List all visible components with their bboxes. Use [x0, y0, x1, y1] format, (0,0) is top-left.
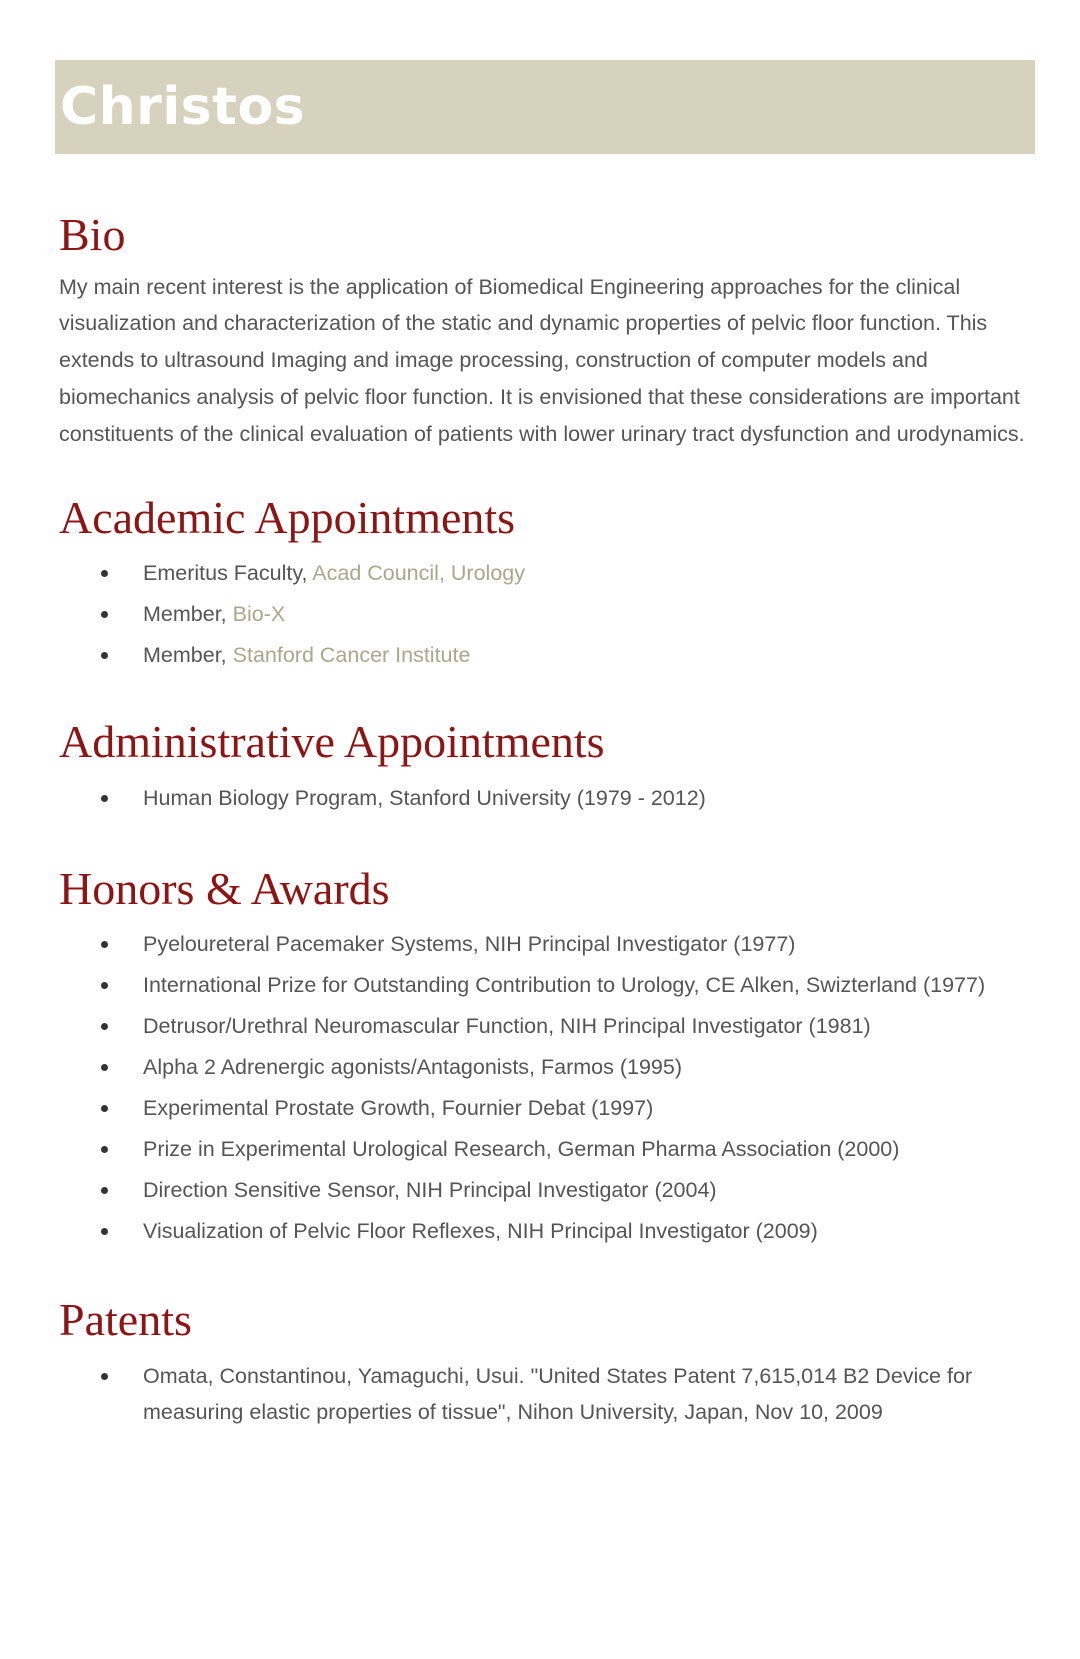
list-item: Human Biology Program, Stanford University (1979 - 2012): [55, 780, 1035, 816]
list-item: [55, 596, 1035, 632]
bio-section: [55, 210, 1035, 453]
appointment-role: Emeritus Faculty,: [143, 561, 313, 586]
patents-section: [55, 1295, 1035, 1430]
list-item: Direction Sensitive Sensor, NIH Principal Investigator (2004): [55, 1172, 1035, 1208]
honors-awards-section: [55, 864, 1035, 1250]
patents-heading: Patents: [59, 1294, 192, 1346]
list-item: Visualization of Pelvic Floor Reflexes, NIH Principal Investigator (2009): [55, 1213, 1035, 1249]
list-item: Experimental Prostate Growth, Fournier Debat (1997): [55, 1090, 1035, 1126]
bio-heading: Bio: [59, 209, 126, 260]
appointment-link-urology[interactable]: Acad Council, Urology: [312, 561, 525, 586]
administrative-appointments-section: [55, 717, 1035, 816]
list-item: Pyeloureteral Pacemaker Systems, NIH Principal Investigator (1977): [55, 926, 1035, 962]
honors-awards-heading: Honors & Awards: [59, 862, 390, 914]
patents-list: [55, 1358, 1035, 1430]
list-item: Detrusor/Urethral Neuromascular Function, NIH Principal Investigator (1981): [55, 1008, 1035, 1044]
list-item: [55, 555, 1035, 591]
profile-page: [55, 60, 1035, 1435]
list-item: Alpha 2 Adrenergic agonists/Antagonists, Farmos (1995): [55, 1049, 1035, 1085]
honors-awards-list: [55, 926, 1035, 1249]
appointment-role: Member,: [143, 602, 233, 627]
bio-text: My main recent interest is the application of Biomedical Engineering approaches for the clinical visualization and characterization of the static and dynamic properties of pelvic floor function. This extends to ultrasound Imaging and image processing, construction of computer models and biomechanics analysis of pelvic floor function. It is envisioned that these considerations are important constituents of the clinical evaluation of patients with lower urinary tract dysfunction and urodynamics.: [59, 274, 1025, 446]
list-item: International Prize for Outstanding Contribution to Urology, CE Alken, Swizterland (1977): [55, 967, 1035, 1003]
list-item: Prize in Experimental Urological Research, German Pharma Association (2000): [55, 1131, 1035, 1167]
academic-appointments-heading: Academic Appointments: [59, 491, 516, 543]
academic-appointments-list: [55, 555, 1035, 673]
profile-name: Christos: [60, 77, 306, 137]
list-item: [55, 637, 1035, 673]
academic-appointments-section: [55, 493, 1035, 674]
list-item: Omata, Constantinou, Yamaguchi, Usui. "United States Patent 7,615,014 B2 Device for measuring elastic properties of tissue", Nihon University, Japan, Nov 10, 2009: [55, 1358, 1063, 1430]
name-banner: [55, 60, 1035, 154]
administrative-appointments-heading: Administrative Appointments: [59, 716, 605, 768]
appointment-role: Member,: [143, 643, 233, 668]
appointment-link-bio-x[interactable]: Bio-X: [232, 602, 286, 627]
administrative-appointments-list: [55, 780, 1035, 816]
appointment-link-cancer-institute[interactable]: Stanford Cancer Institute: [232, 643, 471, 668]
